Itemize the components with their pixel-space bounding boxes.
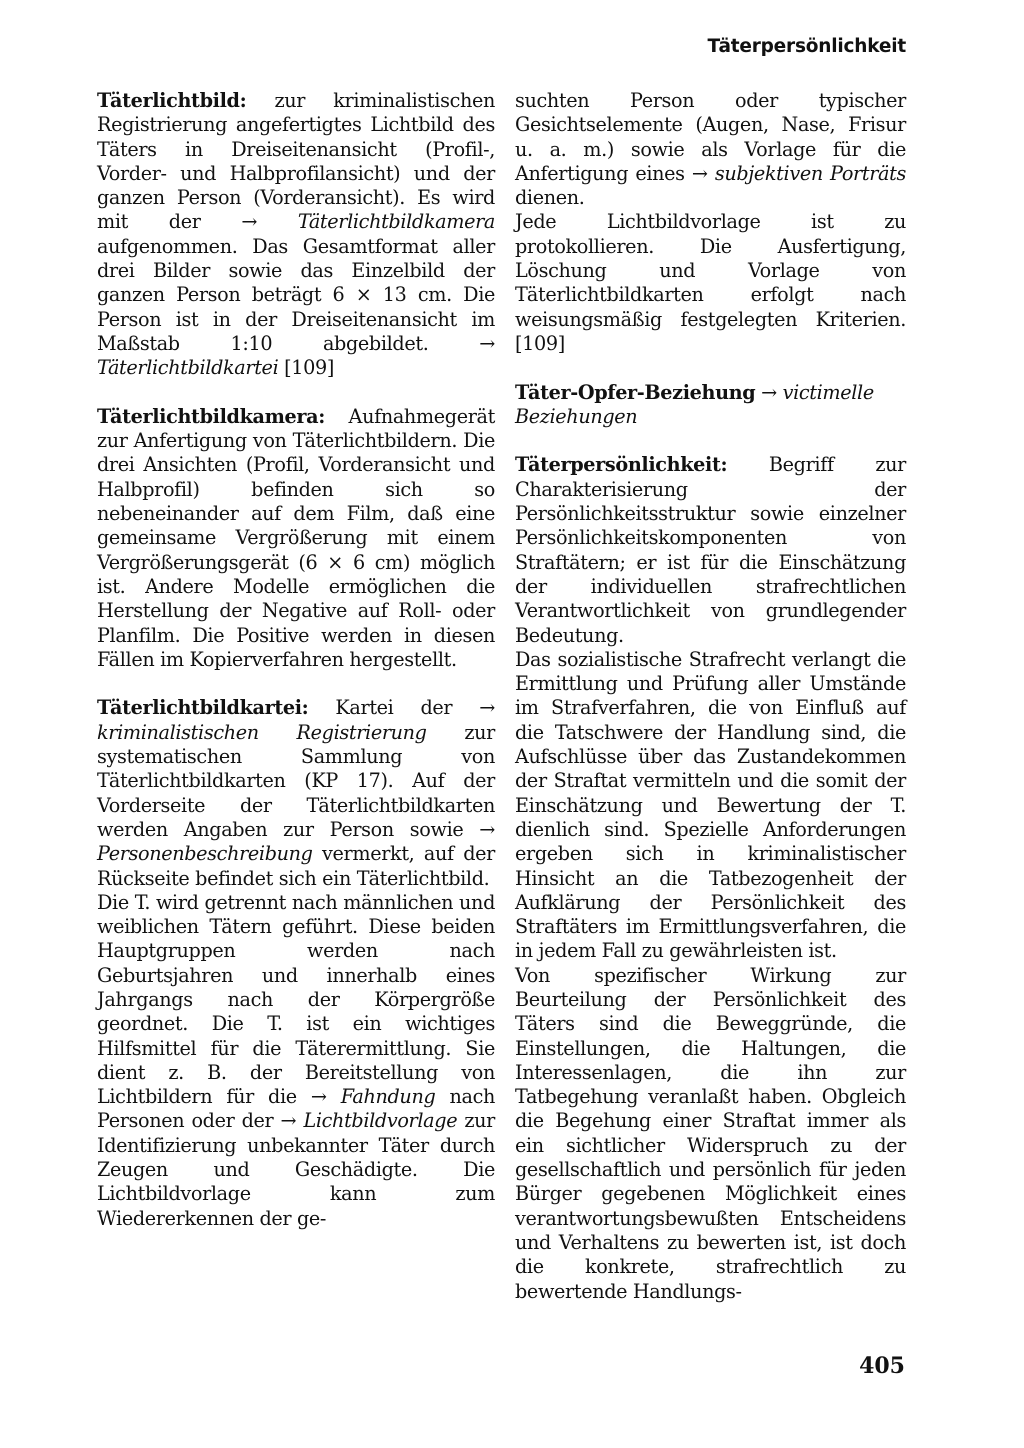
paragraph: Das sozialistische Strafrecht verlangt die Ermittlung und Prüfung aller Umstände im Strafverfahren, die von Einfluß auf die Tatschwere der Handlung sind, die Aufschlüsse über das Zustandekommen der Straftat vermitteln und die somit der Einschätzung und Bewertung der T. dienlich sind. Spezielle Anforderungen ergeben sich in kriminalistischer Hinsicht an die Tatbezogenheit der Aufklärung der Persönlichkeit des Straftäters im Ermittlungsverfahren, die in jedem Fall zu gewährleisten ist. <box>515 647 906 963</box>
paragraph: Von spezifischer Wirkung zur Beurteilung der Persönlichkeit des Täters sind die Beweggründe, die Einstellungen, die Haltungen, die Interessenlagen, die ihn zur Tatbegehung veranlaßt haben. Obgleich die Begehung einer Straftat immer als ein sichtlicher Widerspruch zu der gesellschaftlich und persönlich für jeden Bürger gegebenen Möglichkeit eines verantwortungsbewußten Entscheidens und Verhaltens zu bewerten ist, ist doch die konkrete, strafrechtlich zu bewertende Handlungs- <box>515 963 906 1303</box>
cross-reference: Fahndung <box>340 1085 436 1109</box>
entry-text: [109] <box>278 356 334 380</box>
entry-text: Aufnahmegerät zur Anfertigung von Täterlichtbildern. Die drei Ansichten (Profil, Vorderansicht und Halbprofil) befinden sich so nebeneinander auf dem Film, daß eine gemeinsame Vergrößerung mit einem Vergrößerungsgerät (6 × 6 cm) möglich ist. Andere Modelle ermöglichen die Herstellung der Negative auf Roll- oder Planfilm. Die Positive werden in diesen Fällen im Kopierverfahren hergestellt. <box>97 404 495 671</box>
entry-term: Täterlichtbild: <box>97 89 247 112</box>
entry-text: → <box>755 380 783 404</box>
cross-reference: victimelle Beziehungen <box>515 380 874 428</box>
entry-taeterlichtbildkartei <box>97 696 495 1231</box>
entry-term: Täterlichtbildkamera: <box>97 404 325 428</box>
entry-text: Kartei der → <box>308 696 495 720</box>
entry-text: Begriff zur Charakterisierung der Persönlichkeitsstruktur sowie einzelner Persönlichkeitskomponenten von Straftätern; er ist für die Einschätzung der individuellen strafrechtlichen Verantwortlichkeit von grundlegender Bedeutung. <box>515 453 906 647</box>
paragraph <box>515 453 906 647</box>
entry-text: vermerkt, auf der Rückseite befindet sich ein Täterlichtbild. <box>97 842 495 890</box>
entry-text: Die T. wird getrennt nach männlichen und weiblichen Tätern geführt. Diese beiden Hauptgruppen werden nach Geburtsjahren und innerhalb eines Jahrgangs nach der Körpergröße geordnet. Die T. ist ein wichtiges Hilfsmittel für die Täterermittlung. Sie dient z. B. der Bereitstellung von Lichtbildern für die → <box>97 890 495 1109</box>
right-column <box>515 89 906 1328</box>
entry-term: Täter-Opfer-Beziehung <box>515 380 756 404</box>
entry-text: dienen. <box>515 186 585 210</box>
entry-taeterpersoenlichkeit <box>515 453 906 1303</box>
cross-reference: Lichtbildvorlage <box>303 1109 458 1133</box>
entry-text: suchten Person oder typischer Gesichtselemente (Augen, Nase, Frisur u. a. m.) sowie als Vorlage für die Anfertigung eines → <box>515 89 906 185</box>
cross-reference: Täterlichtbildkamera <box>297 210 495 234</box>
paragraph <box>515 89 906 210</box>
cross-reference: subjektiven Porträts <box>714 161 906 185</box>
entry-term: Täterpersönlichkeit: <box>515 453 728 477</box>
cross-reference: Personenbeschreibung <box>97 842 313 866</box>
entry-term: Täterlichtbildkartei: <box>97 696 309 720</box>
entry-taeterlichtbild <box>97 89 495 381</box>
paragraph <box>97 696 495 890</box>
running-head: Täterpersönlichkeit <box>707 36 906 57</box>
entry-text: zur kriminalistischen Registrierung angefertigtes Lichtbild des Täters in Dreiseitenansicht (Profil-, Vorder- und Halbprofilansicht) und der ganzen Person (Vorderansicht). Es wird mit der → <box>97 89 495 234</box>
entry-text: zur systematischen Sammlung von Täterlichtbildkarten (KP 17). Auf der Vorderseite der Täterlichtbildkarten werden Angaben zur Person sowie → <box>97 720 495 841</box>
paragraph: Jede Lichtbildvorlage ist zu protokollieren. Die Ausfertigung, Löschung und Vorlage von Täterlichtbildkarten erfolgt nach weisungsmäßig festgelegten Kriterien. [109] <box>515 210 906 355</box>
entry-text: aufgenommen. Das Gesamtformat aller drei Bilder sowie das Einzelbild der ganzen Person beträgt 6 × 13 cm. Die Person ist in der Dreiseitenansicht im Maßstab 1:10 abgebildet. → <box>97 234 495 355</box>
cross-reference: kriminalistischen Registrierung <box>97 720 427 744</box>
page-number: 405 <box>859 1353 905 1379</box>
paragraph <box>97 891 495 1231</box>
left-column <box>97 89 495 1255</box>
entry-text: nach Personen oder der → <box>97 1085 496 1133</box>
entry-text: zur Identifizierung unbekannter Täter durch Zeugen und Geschädigte. Die Lichtbildvorlage kann zum Wiedererkennen der ge- <box>97 1109 495 1230</box>
entry-continuation <box>515 89 906 356</box>
cross-reference: Täterlichtbildkartei <box>97 356 279 380</box>
entry-taeter-opfer-beziehung <box>515 381 906 430</box>
entry-taeterlichtbildkamera <box>97 405 495 672</box>
